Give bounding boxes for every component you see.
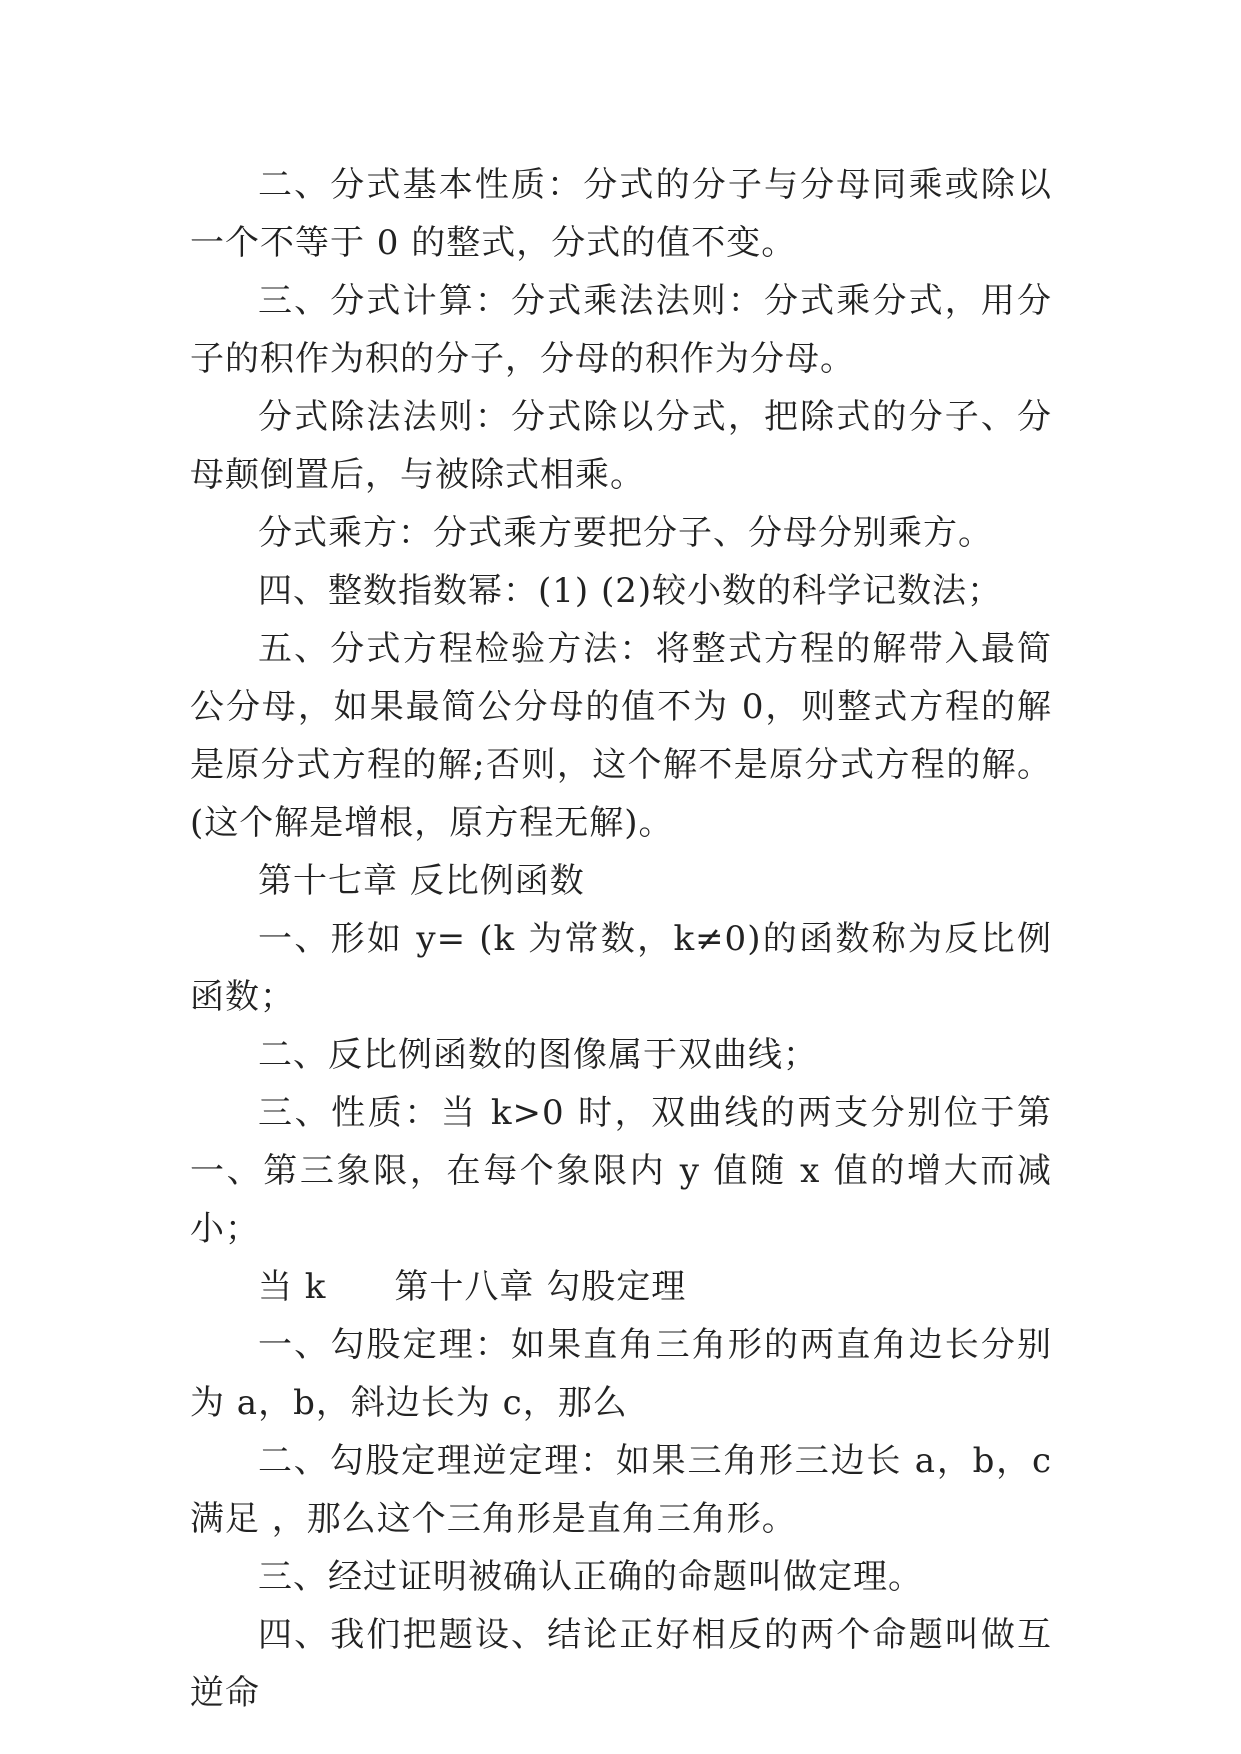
chapter-18-heading: 第十八章 勾股定理: [394, 1267, 687, 1307]
paragraph-inverse-property: 三、性质：当 k>0 时，双曲线的两支分别位于第一、第三象限，在每个象限内 y 值随 x 值的增大而减小；: [190, 1093, 1052, 1249]
paragraph-pythagorean-theorem: 一、勾股定理：如果直角三角形的两直角边长分别为 a，b，斜边长为 c，那么: [190, 1325, 1052, 1423]
paragraph-inverse-graph: 二、反比例函数的图像属于双曲线；: [258, 1035, 818, 1075]
document-body: [190, 156, 1052, 1722]
paragraph-fraction-division: 分式除法法则：分式除以分式，把除式的分子、分母颠倒置后，与被除式相乘。: [190, 397, 1052, 495]
paragraph-integer-exponent: 四、整数指数幂：(1) (2)较小数的科学记数法；: [258, 571, 1003, 611]
paragraph-fraction-power: 分式乘方：分式乘方要把分子、分母分别乘方。: [258, 513, 993, 553]
paragraph-converse-propositions: 四、我们把题设、结论正好相反的两个命题叫做互逆命: [190, 1615, 1052, 1713]
paragraph-theorem-definition: 三、经过证明被确认正确的命题叫做定理。: [258, 1557, 923, 1597]
split-line-left: 当 k: [258, 1267, 327, 1307]
split-line: [190, 1258, 1052, 1316]
paragraph-inverse-definition: 一、形如 y= (k 为常数，k≠0)的函数称为反比例函数；: [190, 919, 1052, 1017]
paragraph-pythagorean-converse: 二、勾股定理逆定理：如果三角形三边长 a，b，c 满足 ，那么这个三角形是直角三角形。: [190, 1441, 1052, 1539]
paragraph-fraction-property: 二、分式基本性质：分式的分子与分母同乘或除以一个不等于 0 的整式，分式的值不变。: [190, 165, 1052, 263]
paragraph-equation-check: 五、分式方程检验方法：将整式方程的解带入最简公分母，如果最简公分母的值不为 0，则整式方程的解是原分式方程的解;否则，这个解不是原分式方程的解。(这个解是增根，原方程无解)。: [190, 629, 1052, 843]
chapter-17-heading: 第十七章 反比例函数: [258, 861, 585, 901]
paragraph-fraction-multiplication: 三、分式计算：分式乘法法则：分式乘分式，用分子的积作为积的分子，分母的积作为分母。: [190, 281, 1052, 379]
